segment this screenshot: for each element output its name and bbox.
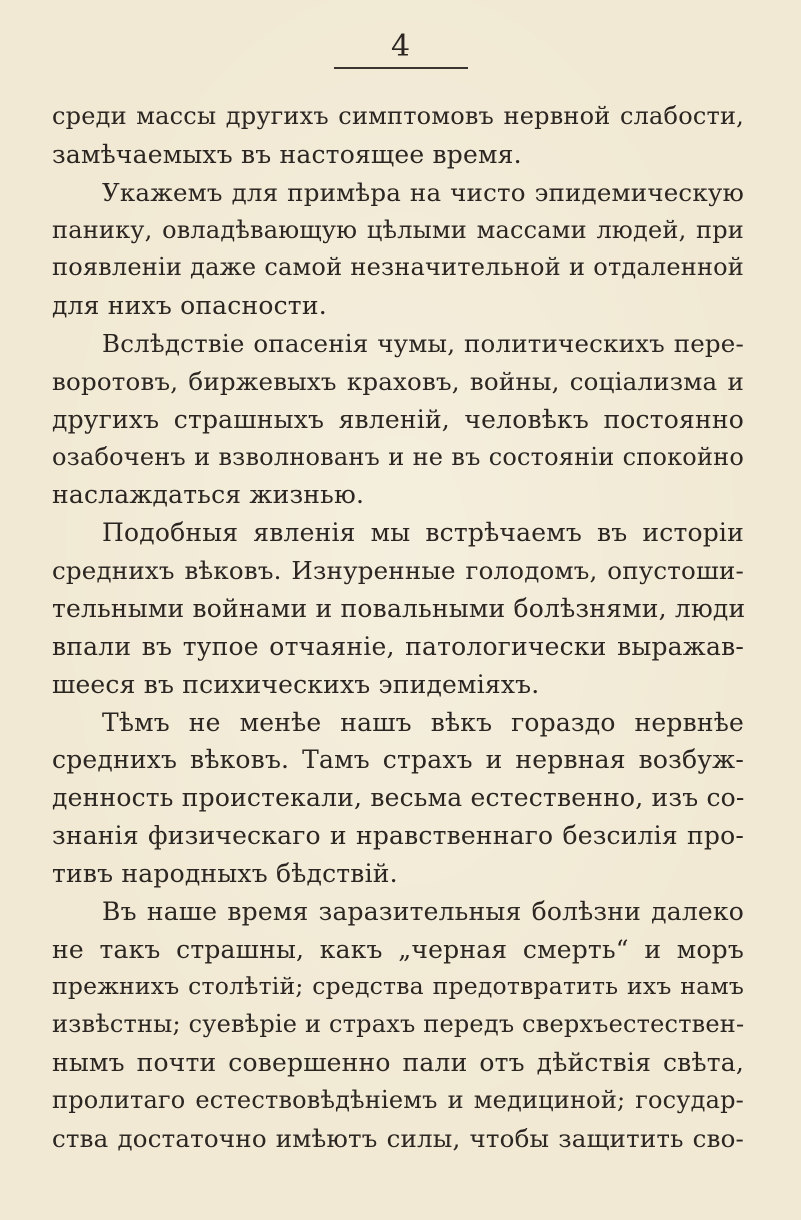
text-line: шееся въ психическихъ эпидеміяхъ. <box>52 669 540 699</box>
text-line: Подобныя явленія мы встрѣчаемъ въ исторіи <box>102 518 744 548</box>
text-line: Укажемъ для примѣра на чисто эпидемическую <box>102 177 744 207</box>
body-text <box>52 98 744 1158</box>
text-line: нымъ почти совершенно пали отъ дѣйствія свѣта, <box>52 1048 744 1078</box>
text-line: другихъ страшныхъ явленій, человѣкъ постоянно <box>52 404 744 434</box>
text-line: Тѣмъ не менѣе нашъ вѣкъ гораздо нервнѣе <box>102 707 744 737</box>
text-line: воротовъ, биржевыхъ краховъ, войны, соціализма и <box>52 366 744 396</box>
text-line: панику, овладѣвающую цѣлыми массами людей, при <box>52 215 744 244</box>
text-line: среди массы другихъ симптомовъ нервной слабости, <box>52 102 744 130</box>
text-line: для нихъ опасности. <box>52 291 327 321</box>
text-line: денность проистекали, весьма естественно, изъ со- <box>52 783 745 813</box>
text-line: наслаждаться жизнью. <box>52 480 365 510</box>
text-line: не такъ страшны, какъ „черная смерть“ и моръ <box>52 934 744 964</box>
text-line: ства достаточно имѣютъ силы, чтобы защитить сво- <box>52 1123 744 1153</box>
text-line: замѣчаемыхъ въ настоящее время. <box>52 139 522 169</box>
text-line: впали въ тупое отчаяніе, патологически выражав- <box>52 631 744 661</box>
text-line: прежнихъ столѣтій; средства предотвратить ихъ намъ <box>52 972 744 1001</box>
text-line: Вслѣдствіе опасенія чумы, политическихъ пере- <box>102 329 744 359</box>
text-line: среднихъ вѣковъ. Изнуренные голодомъ, опустоши- <box>52 556 744 586</box>
text-line: знанія физическаго и нравственнаго безсилія про- <box>52 821 744 851</box>
text-line: озабоченъ и взволнованъ и не въ состояніи спокойно <box>52 442 744 471</box>
text-line: Въ наше время заразительныя болѣзни далеко <box>102 896 744 926</box>
text-line: тельными войнами и повальными болѣзнями, люди <box>52 593 746 623</box>
page-number: 4 <box>390 29 411 64</box>
text-line: среднихъ вѣковъ. Тамъ страхъ и нервная возбуж- <box>52 745 744 775</box>
text-line: появленіи даже самой незначительной и отдаленной <box>52 253 744 282</box>
text-line: пролитаго естествовѣдѣніемъ и медициной; государ- <box>52 1085 744 1114</box>
text-line: тивъ народныхъ бѣдствій. <box>52 858 398 888</box>
header-rule <box>334 67 468 69</box>
text-line: извѣстны; суевѣріе и страхъ передъ сверхъестествен- <box>52 1010 745 1039</box>
